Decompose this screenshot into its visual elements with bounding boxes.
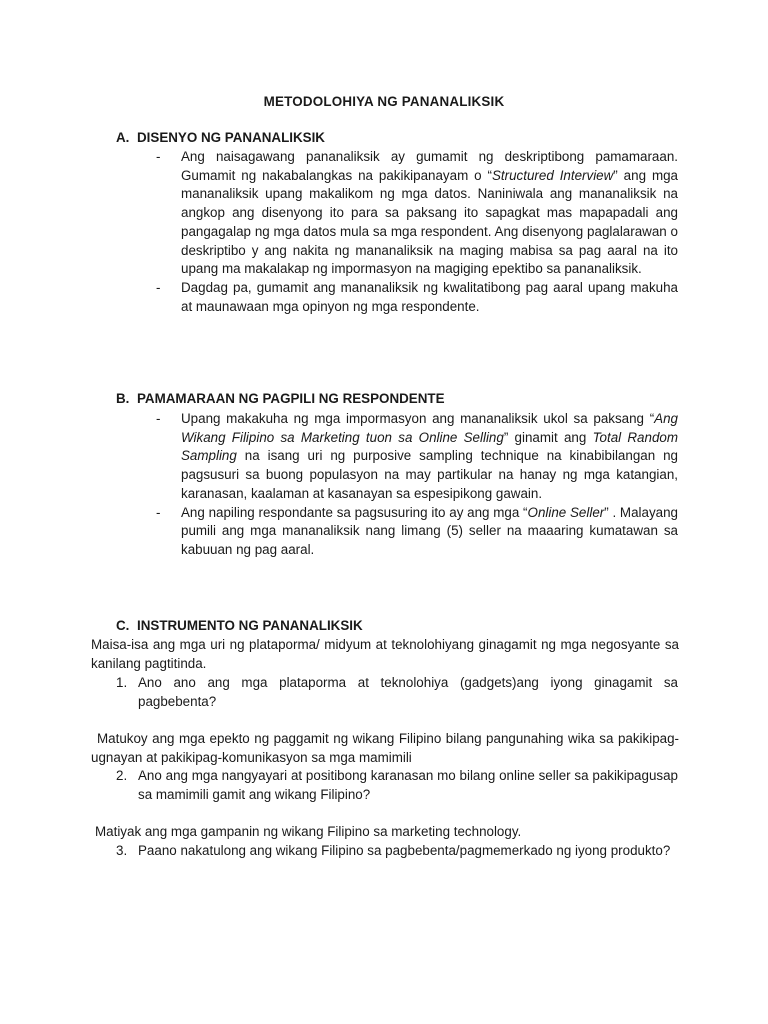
section-a-bullet-2 — [156, 279, 678, 316]
document-title: METODOLOHIYA NG PANANALIKSIK — [263, 94, 505, 109]
question-text: Paano nakatulong ang wikang Filipino sa pagbebenta/pagmemerkado ng iyong produkto? — [138, 843, 671, 858]
section-a-title: DISENYO NG PANANALIKSIK — [137, 130, 325, 145]
bullet-dash: - — [156, 411, 161, 426]
bullet-italic-text: Online Seller — [527, 504, 605, 520]
bullet-text: ” . Malayang pumili ang mga mananaliksik nang limang (5) seller na maaaring kumatawan sa kabuuan ng pag aaral. — [181, 504, 678, 557]
question-number: 2. — [116, 768, 128, 783]
section-a-letter: A. — [116, 130, 130, 145]
section-b-bullet-2 — [156, 504, 678, 560]
bullet-text: ” ang mga mananaliksik upang makalikom ng mga datos. Naniniwala ang mananaliksik na angkop ang disenyong ito para sa paksang ito sapagkat mas mapapadali ang pangagalap ng mga datos mula sa mga respondent. Ang disenyong paglalarawan o deskriptibo y ang nakita ng mananaliksik na maging mabisa sa pag aaral na ito upang ma makalakap ng impormasyon na magiging epektibo sa pananaliksik. — [181, 167, 679, 277]
section-b-letter: B. — [116, 391, 130, 406]
bullet-dash: - — [156, 504, 161, 520]
bullet-italic-text: Structured Interview — [492, 167, 614, 183]
bullet-text: Upang makakuha ng mga impormasyon ang mananaliksik ukol sa paksang “ — [181, 411, 655, 426]
section-c-intro-1: Maisa-isa ang mga uri ng plataporma/ midyum at teknolohiyang ginagamit ng mga negosyante sa kanilang pagtitinda. — [91, 637, 679, 671]
question-1 — [116, 674, 678, 711]
question-number: 1. — [116, 675, 128, 690]
question-2 — [116, 767, 678, 804]
section-a-heading — [116, 130, 325, 145]
section-a-bullet-1 — [156, 148, 678, 279]
section-c-title: INSTRUMENTO NG PANANALIKSIK — [137, 618, 363, 633]
section-c-intro-2: Matukoy ang mga epekto ng paggamit ng wikang Filipino bilang pangunahing wika sa pakikipag-ugnayan at pakikipag-komunikasyon sa mga mamimili — [91, 731, 679, 765]
section-b-bullet-1 — [156, 410, 678, 504]
question-text: Ano ang mga nangyayari at positibong karanasan mo bilang online seller sa pakikipagusap sa mamimili gamit ang wikang Filipino? — [138, 768, 678, 802]
question-3 — [116, 842, 678, 861]
section-c-letter: C. — [116, 618, 130, 633]
section-a-bullets — [156, 148, 678, 316]
question-text: Ano ano ang mga plataporma at teknolohiya (gadgets)ang iyong ginagamit sa pagbebenta? — [138, 675, 678, 709]
section-b-heading — [116, 391, 445, 406]
bullet-text: na isang uri ng purposive sampling technique na kinabibilangan ng pagsusuri sa buong populasyon na may partikular na hanay ng mga katangian, karanasan, kaalaman at kasanayan sa espesipikong gawain. — [181, 448, 678, 501]
section-b-bullets — [156, 410, 678, 560]
section-b-title: PAMAMARAAN NG PAGPILI NG RESPONDENTE — [137, 391, 445, 406]
bullet-dash: - — [156, 279, 161, 295]
question-number: 3. — [116, 843, 128, 858]
bullet-text: Ang napiling respondante sa pagsusuring ito ay ang mga “ — [181, 504, 528, 520]
section-c-heading — [116, 618, 363, 633]
bullet-text: Dagdag pa, gumamit ang mananaliksik ng kwalitatibong pag aaral upang makuha at maunawaan mga opinyon ng mga respondente. — [181, 279, 678, 314]
bullet-text: ” ginamit ang — [503, 429, 593, 445]
bullet-italic-text: Total Random Sampling — [181, 429, 678, 464]
bullet-italic-text: Ang Wikang Filipino sa Marketing tuon sa Online Selling — [181, 411, 678, 445]
bullet-text: Ang naisagawang pananaliksik ay gumamit ng deskriptibong pamamaraan. Gumamit ng nakabalangkas na pakikipanayam o “ — [181, 149, 678, 183]
bullet-dash: - — [156, 149, 161, 164]
section-c-intro-3: Matiyak ang mga gampanin ng wikang Filipino sa marketing technology. — [95, 824, 522, 839]
